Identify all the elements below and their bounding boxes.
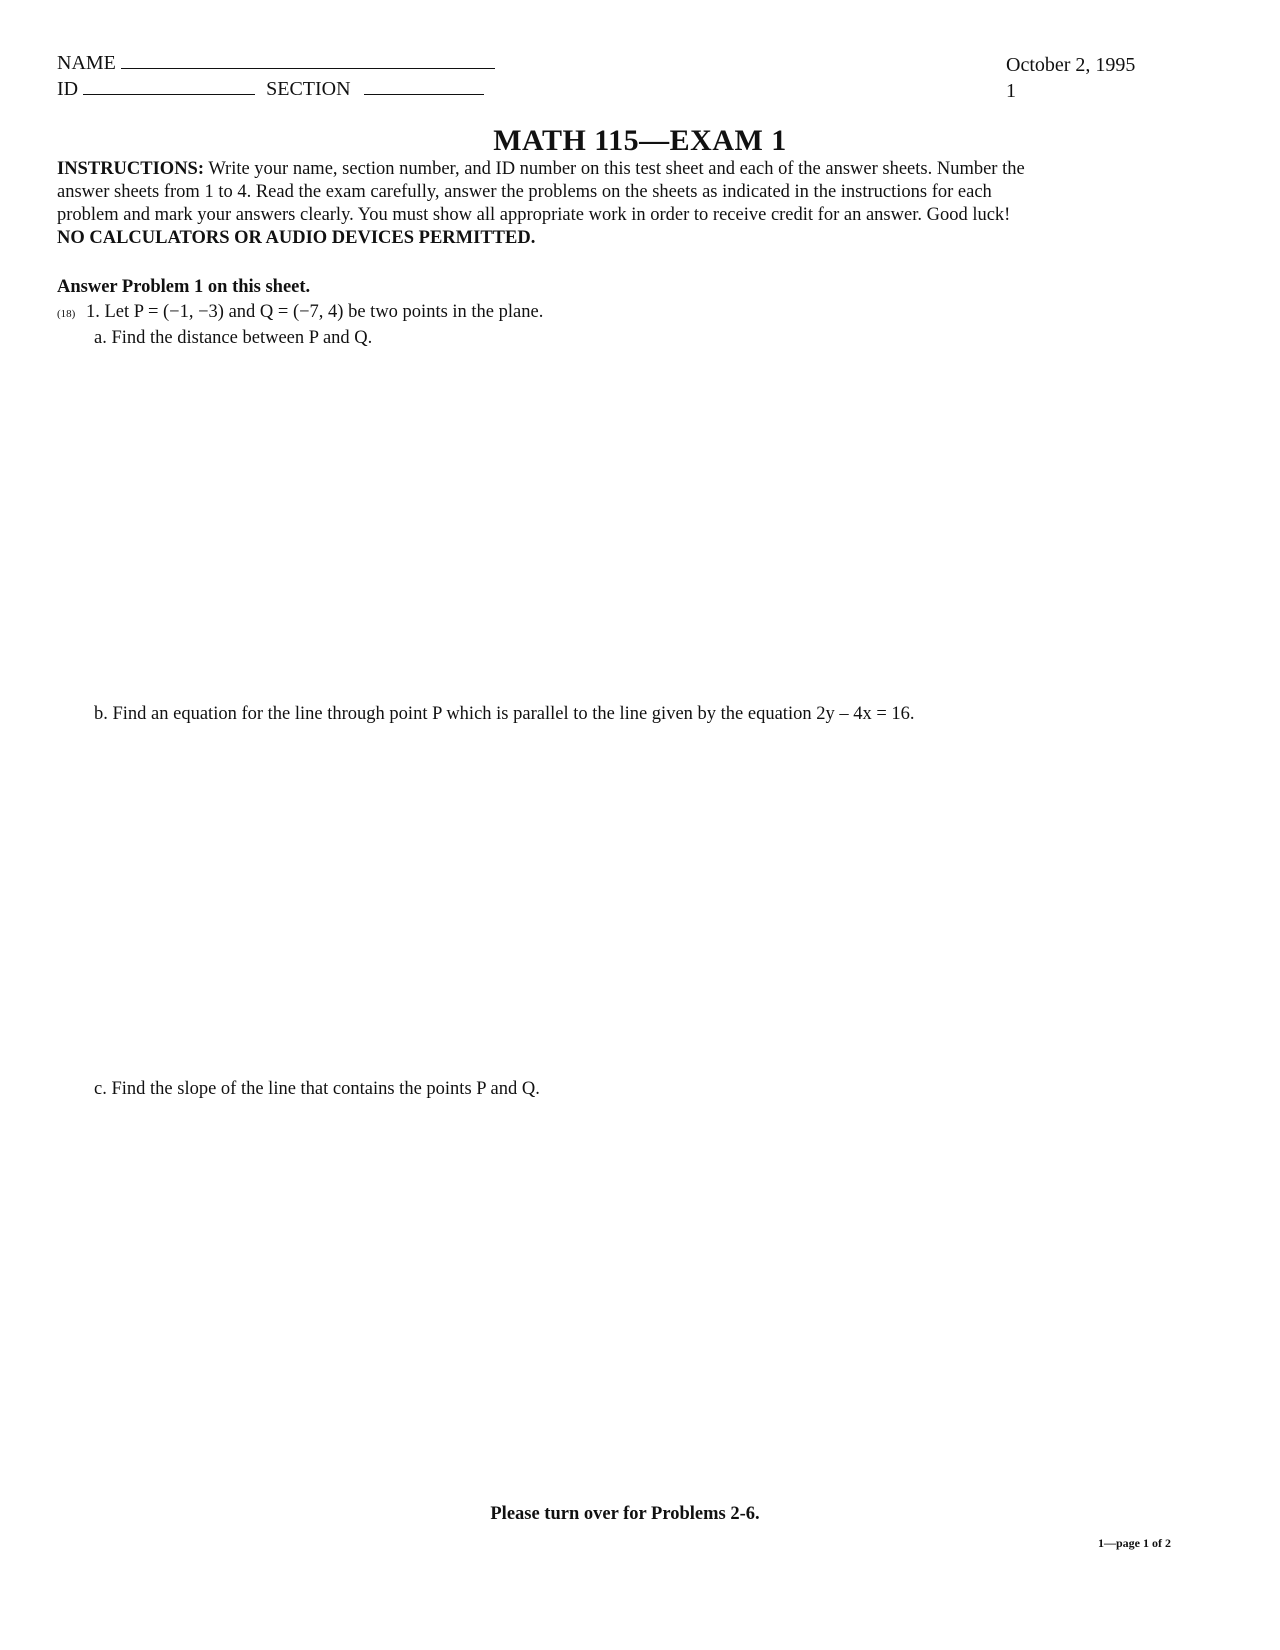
problem-1a: a. Find the distance between P and Q.: [94, 328, 373, 348]
problem-1c: c. Find the slope of the line that contains the points P and Q.: [94, 1079, 540, 1099]
page-title: MATH 115—EXAM 1: [493, 124, 787, 157]
page-label: 1—page 1 of 2: [1098, 1536, 1171, 1550]
turn-over-note: Please turn over for Problems 2-6.: [490, 1504, 760, 1524]
problem-1-statement-row: [57, 301, 543, 326]
answer-note: Answer Problem 1 on this sheet.: [57, 277, 311, 297]
name-label: NAME: [57, 52, 116, 74]
id-row: [57, 78, 484, 101]
id-field[interactable]: [83, 78, 255, 95]
sheet-number: 1: [1006, 80, 1016, 102]
problem-1b: b. Find an equation for the line through point P which is parallel to the line given by the equation 2y – 4x = 16.: [94, 704, 915, 724]
exam-date: October 2, 1995: [1006, 54, 1136, 76]
instructions-line-4: NO CALCULATORS OR AUDIO DEVICES PERMITTED.: [57, 228, 536, 248]
section-field[interactable]: [364, 78, 484, 95]
instructions-block: [57, 158, 1247, 250]
instructions-line-1: Write your name, section number, and ID number on this test sheet and each of the answer sheets. Number the: [208, 159, 1025, 179]
name-field[interactable]: [121, 52, 495, 69]
instructions-line-2: answer sheets from 1 to 4. Read the exam carefully, answer the problems on the sheets as indicated in the instructions for each: [57, 182, 992, 202]
section-label: SECTION: [266, 78, 351, 100]
problem-1-points: (18): [57, 308, 76, 320]
problem-1-statement: 1. Let P = (−1, −3) and Q = (−7, 4) be two points in the plane.: [85, 302, 544, 322]
name-row: [57, 52, 495, 75]
id-label: ID: [57, 78, 79, 100]
instructions-heading: INSTRUCTIONS:: [57, 159, 205, 179]
instructions-line-3: problem and mark your answers clearly. You must show all appropriate work in order to receive credit for an answer. Good luck!: [57, 205, 1011, 225]
